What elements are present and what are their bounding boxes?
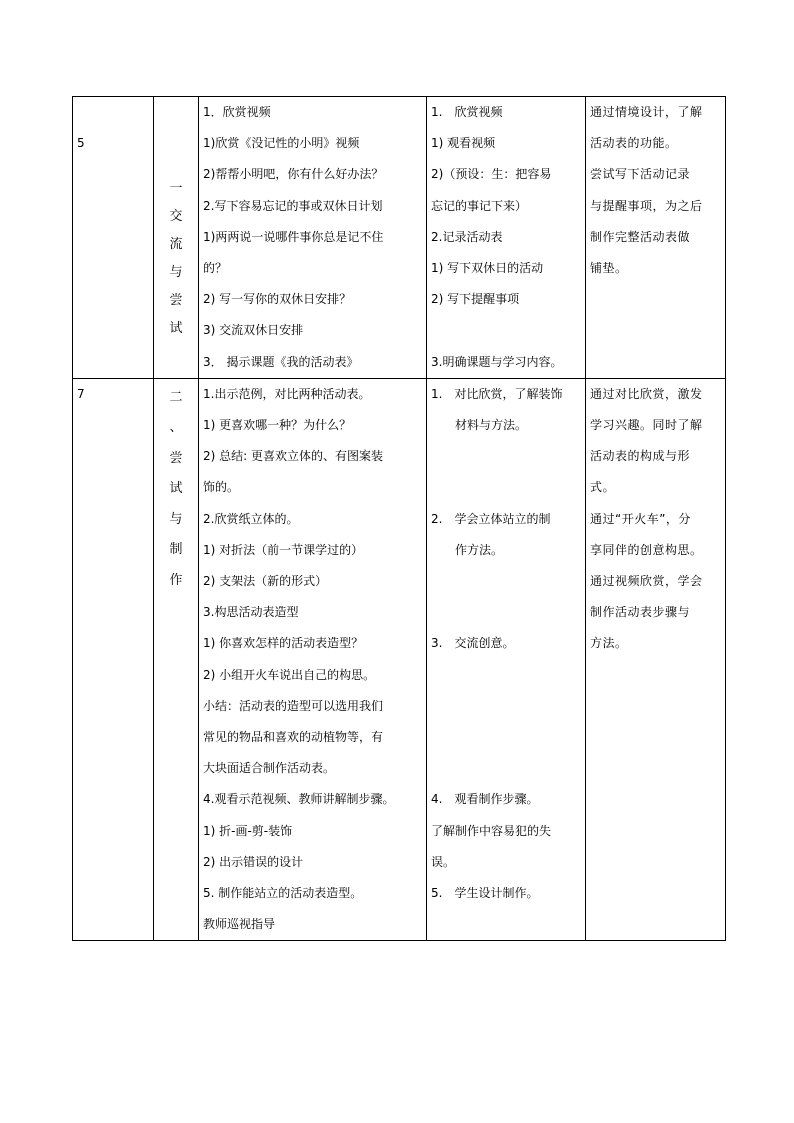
time-minutes: 7 — [77, 386, 85, 401]
purpose-line: 尝试写下活动记录 — [590, 167, 691, 182]
teacher-line: 1．欣赏视频 — [203, 105, 271, 119]
teacher-line: 2) 总结: 更喜欢立体的、有图案装 — [203, 449, 383, 464]
stage-cell — [154, 97, 199, 379]
teacher-line: 2.写下容易忘记的事或双休日计划 — [203, 198, 383, 213]
teacher-line: 的？ — [203, 261, 228, 276]
purpose-line: 通过情境设计，了解 — [590, 105, 703, 119]
student-line: 3. 交流创意。 — [431, 636, 515, 651]
teacher-line: 大块面适合制作活动表。 — [203, 761, 336, 776]
teacher-line: 2) 小组开火车说出自己的构思。 — [203, 667, 376, 682]
teacher-line: 1) 折-画-剪-装饰 — [203, 823, 293, 838]
student-line: 2)（预设：生：把容易 — [431, 167, 552, 182]
student-activity-cell — [427, 378, 586, 941]
teacher-line: 2) 出示错误的设计 — [203, 854, 304, 869]
time-minutes: 5 — [77, 136, 85, 150]
table-row — [73, 378, 726, 941]
stage-cell — [154, 378, 199, 941]
teacher-line: 1)两两说一说哪件事你总是记不住 — [203, 229, 384, 244]
student-line: 3.明确课题与学习内容。 — [431, 354, 563, 369]
purpose-line: 制作活动表步骤与 — [590, 605, 691, 620]
teacher-line: 3.构思活动表造型 — [203, 605, 299, 620]
purpose-line: 活动表的功能。 — [590, 136, 678, 151]
purpose-line: 铺垫。 — [590, 261, 628, 276]
teacher-line: 教师巡视指导 — [203, 917, 276, 932]
table-row — [73, 97, 726, 379]
stage-char: 一 — [169, 181, 183, 196]
design-purpose-cell — [586, 97, 726, 379]
purpose-line: 通过视频欣赏，学会 — [590, 574, 703, 589]
purpose-line: 通过对比欣赏，激发 — [590, 386, 703, 401]
teacher-line: 2)帮帮小明吧，你有什么好办法？ — [203, 167, 384, 182]
teacher-line: 4.观看示范视频、教师讲解制步骤。 — [203, 792, 395, 807]
purpose-line: 享同伴的创意构思。 — [590, 542, 703, 557]
student-line: 1. 欣赏视频 — [431, 105, 503, 119]
purpose-line: 活动表的构成与形 — [590, 449, 691, 464]
teacher-line: 2) 支架法（新的形式） — [203, 574, 328, 589]
student-line: 5. 学生设计制作。 — [431, 885, 539, 900]
stage-char: 作 — [169, 572, 183, 588]
teacher-activity-cell — [199, 378, 427, 941]
stage-char: 交 — [169, 209, 183, 224]
lesson-plan-table — [72, 96, 726, 941]
stage-char: 与 — [169, 265, 183, 280]
student-line: 2.记录活动表 — [431, 229, 503, 244]
stage-char: 与 — [169, 511, 183, 527]
student-line: 作方法。 — [431, 542, 504, 557]
student-line: 1) 观看视频 — [431, 136, 496, 151]
teacher-line: 2.欣赏纸立体的。 — [203, 511, 299, 526]
teacher-line: 1)欣赏《没记性的小明》视频 — [203, 136, 360, 151]
teacher-line: 饰的。 — [203, 480, 240, 495]
stage-char: 试 — [169, 481, 183, 497]
teacher-line: 小结：活动表的造型可以选用我们 — [203, 698, 384, 713]
student-line: 4. 观看制作步骤。 — [431, 792, 539, 807]
student-line: 误。 — [431, 854, 456, 869]
stage-char: 尝 — [169, 293, 183, 308]
teacher-line: 1) 你喜欢怎样的活动表造型？ — [203, 636, 364, 651]
purpose-line: 与提醒事项，为之后 — [590, 198, 703, 213]
teacher-line: 1.出示范例，对比两种活动表。 — [203, 386, 371, 401]
teacher-line: 1) 更喜欢哪一种？为什么？ — [203, 418, 352, 433]
stage-char: 流 — [169, 237, 183, 252]
stage-char: 制 — [169, 542, 183, 558]
design-purpose-cell — [586, 378, 726, 941]
student-line: 忘记的事记下来） — [431, 198, 528, 213]
stage-char: 二 — [169, 389, 183, 405]
teacher-line: 2) 写一写你的双休日安排？ — [203, 292, 352, 307]
purpose-line: 制作完整活动表做 — [590, 229, 691, 244]
teacher-line: 常见的物品和喜欢的动植物等，有 — [203, 730, 384, 745]
time-cell — [73, 378, 154, 941]
student-line: 1. 对比欣赏，了解装饰 — [431, 386, 563, 401]
purpose-line: 学习兴趣。同时了解 — [590, 418, 703, 433]
purpose-line: 式。 — [590, 480, 616, 495]
teacher-line: 3． 揭示课题《我的活动表》 — [203, 354, 359, 369]
stage-char: 、 — [169, 420, 183, 436]
student-line: 材料与方法。 — [431, 418, 528, 433]
student-line: 1) 写下双休日的活动 — [431, 261, 544, 276]
teacher-line: 3) 交流双休日安排 — [203, 323, 304, 338]
purpose-line: 方法。 — [590, 636, 628, 651]
purpose-line: 通过“开火车”，分 — [590, 511, 691, 526]
teacher-line: 1) 对折法（前一节课学过的） — [203, 542, 364, 557]
stage-char: 尝 — [169, 450, 183, 466]
student-line: 了解制作中容易犯的失 — [431, 823, 552, 838]
stage-char: 试 — [169, 321, 183, 336]
student-line: 2. 学会立体站立的制 — [431, 511, 551, 526]
student-activity-cell — [427, 97, 586, 379]
teacher-activity-cell — [199, 97, 427, 379]
student-line: 2) 写下提醒事项 — [431, 292, 520, 307]
teacher-line: 5. 制作能站立的活动表造型。 — [203, 886, 363, 901]
time-cell — [73, 97, 154, 379]
